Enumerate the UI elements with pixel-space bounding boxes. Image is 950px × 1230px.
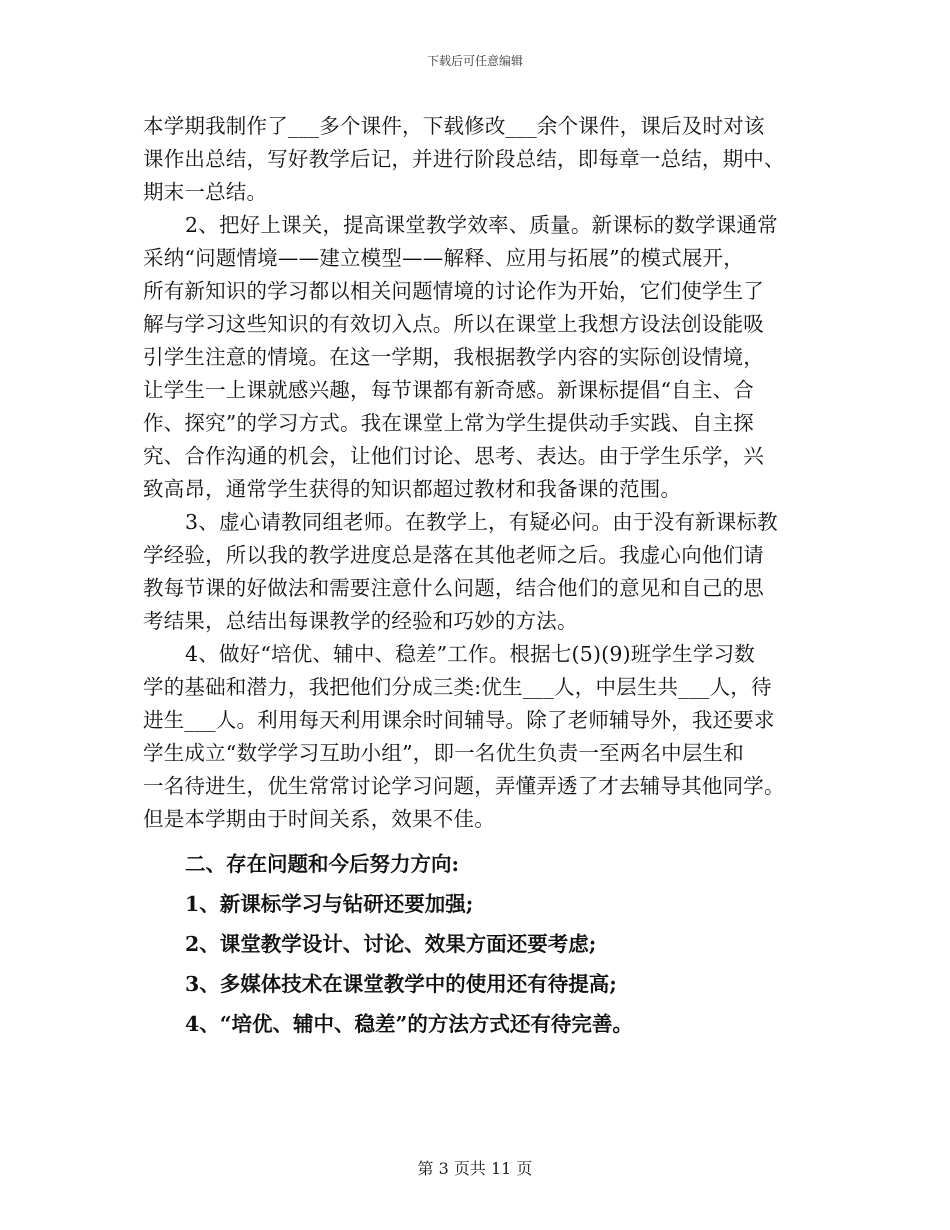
body-line: 究、合作沟通的机会，让他们讨论、思考、表达。由于学生乐学，兴 <box>143 444 764 468</box>
body-line: 学的基础和潜力，我把他们分成三类:优生___人，中层生共___人，待 <box>143 675 772 699</box>
body-line: 考结果，总结出每课教学的经验和巧妙的方法。 <box>143 609 578 633</box>
body-line: 学经验，所以我的教学进度总是落在其他老师之后。我虚心向他们请 <box>143 543 764 567</box>
problem-item: 1、新课标学习与钻研还要加强; <box>185 892 474 916</box>
body-line: 但是本学期由于时间关系，效果不佳。 <box>143 807 495 831</box>
body-line: 期末一总结。 <box>143 180 268 204</box>
problems-section <box>143 844 808 1044</box>
page-footer: 第 3 页共 11 页 <box>417 1159 533 1178</box>
paragraph-start-line: 2、把好上课关，提高课堂教学效率、质量。新课标的数学课通常 <box>185 213 778 237</box>
body-line: 一名待进生，优生常常讨论学习问题，弄懂弄透了才去辅导其他同学。 <box>143 774 785 798</box>
document-body <box>143 110 808 1044</box>
body-line: 进生___人。利用每天利用课余时间辅导。除了老师辅导外，我还要求 <box>143 708 775 732</box>
body-line: 解与学习这些知识的有效切入点。所以在课堂上我想方设法创设能吸 <box>143 312 764 336</box>
body-line: 本学期我制作了___多个课件，下载修改___余个课件，课后及时对该 <box>143 114 765 138</box>
problem-item: 2、课堂教学设计、讨论、效果方面还要考虑; <box>185 932 597 956</box>
body-line: 致高昂，通常学生获得的知识都超过教材和我备课的范围。 <box>143 477 682 501</box>
body-line: 课作出总结，写好教学后记，并进行阶段总结，即每章一总结，期中、 <box>143 147 785 171</box>
section-heading: 二、存在问题和今后努力方向: <box>185 852 460 876</box>
body-line: 学生成立“数学学习互助小组”，即一名优生负责一至两名中层生和 <box>143 741 744 765</box>
paragraph-start-line: 4、做好“培优、辅中、稳差”工作。根据七(5)(9)班学生学习数 <box>185 642 755 666</box>
body-line: 让学生一上课就感兴趣，每节课都有新奇感。新课标提倡“自主、合 <box>143 378 754 402</box>
problem-item: 4、“培优、辅中、稳差”的方法方式还有待完善。 <box>185 1012 633 1036</box>
body-line: 教每节课的好做法和需要注意什么问题，结合他们的意见和自己的思 <box>143 576 764 600</box>
problem-item: 3、多媒体技术在课堂教学中的使用还有待提高; <box>185 972 617 996</box>
body-line: 作、探究”的学习方式。我在课堂上常为学生提供动手实践、自主探 <box>143 411 754 435</box>
body-line: 所有新知识的学习都以相关问题情境的讨论作为开始，它们使学生了 <box>143 279 764 303</box>
paragraph-start-line: 3、虚心请教同组老师。在教学上，有疑必问。由于没有新课标教 <box>185 510 778 534</box>
page-header: 下载后可任意编辑 <box>426 54 523 68</box>
body-line: 引学生注意的情境。在这一学期，我根据教学内容的实际创设情境， <box>143 345 764 369</box>
body-line: 采纳“问题情境——建立模型——解释、应用与拓展”的模式展开， <box>143 246 744 270</box>
